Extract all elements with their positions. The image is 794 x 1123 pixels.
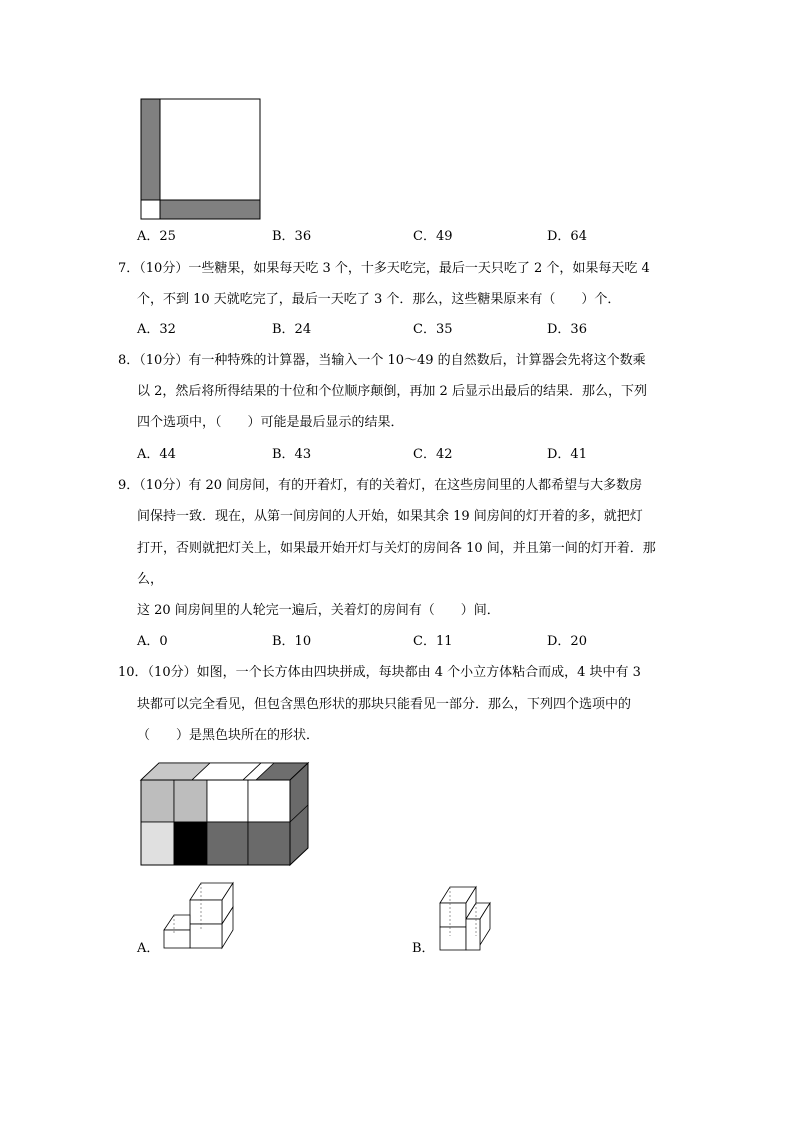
q9-option-c: C．11 (413, 634, 453, 649)
q7-option-a: A．32 (137, 322, 176, 337)
q9-line-1: 9．（10分）有 20 间房间，有的开着灯，有的关着灯，在这些房间里的人都希望与大多数房 (118, 478, 643, 493)
q7-option-c: C．35 (413, 322, 453, 337)
q6-option-a: A．25 (137, 229, 176, 244)
q9-line-2: 间保持一致．现在，从第一间房间的人开始，如果其余 19 间房间的灯开着的多，就把灯 (137, 509, 643, 524)
q10-line-3: （ ）是黑色块所在的形状． (137, 728, 320, 743)
q9-option-a: A．0 (137, 634, 168, 649)
q10-option-a: A． (137, 941, 160, 956)
q7-line-2: 个，不到 10 天就吃完了，最后一天吃了 3 个．那么，这些糖果原来有（ ）个． (137, 292, 621, 307)
q8-option-d: D．41 (547, 447, 587, 462)
q7-option-d: D．36 (547, 322, 587, 337)
q6-option-d: D．64 (547, 229, 587, 244)
q8-line-3: 四个选项中，（ ）可能是最后显示的结果． (137, 415, 404, 430)
q8-line-2: 以 2，然后将所得结果的十位和个位顺序颠倒，再加 2 后显示出最后的结果．那么，下列 (137, 384, 647, 399)
q9-option-d: D．20 (547, 634, 587, 649)
q7-line-1: 7．（10分）一些糖果，如果每天吃 3 个，十多天吃完，最后一天只吃了 2 个，如果每天吃 4 (118, 261, 650, 276)
q8-option-a: A．44 (137, 447, 176, 462)
q6-option-c: C．49 (413, 229, 453, 244)
q10-line-2: 块都可以完全看见，但包含黑色形状的那块只能看见一部分．那么，下列四个选项中的 (137, 697, 632, 712)
q9-line-4: 么， (137, 572, 164, 587)
q9-line-3: 打开，否则就把灯关上，如果最开始开灯与关灯的房间各 10 间，并且第一间的灯开着．那 (137, 541, 656, 556)
q6-option-b: B．36 (272, 229, 312, 244)
q9-option-b: B．10 (272, 634, 312, 649)
q8-line-1: 8．（10分）有一种特殊的计算器，当输入一个 10～49 的自然数后，计算器会先将这个数乘 (118, 353, 646, 368)
q10-option-b: B． (412, 941, 435, 956)
q10-line-1: 10．（10分）如图，一个长方体由四块拼成，每块都由 4 个小立方体粘合而成，4 块中有 3 (118, 665, 641, 680)
q8-option-c: C．42 (413, 447, 453, 462)
q8-option-b: B．43 (272, 447, 312, 462)
q9-line-5: 这 20 间房间里的人轮完一遍后，关着灯的房间有（ ）间． (137, 603, 500, 618)
q7-option-b: B．24 (272, 322, 312, 337)
